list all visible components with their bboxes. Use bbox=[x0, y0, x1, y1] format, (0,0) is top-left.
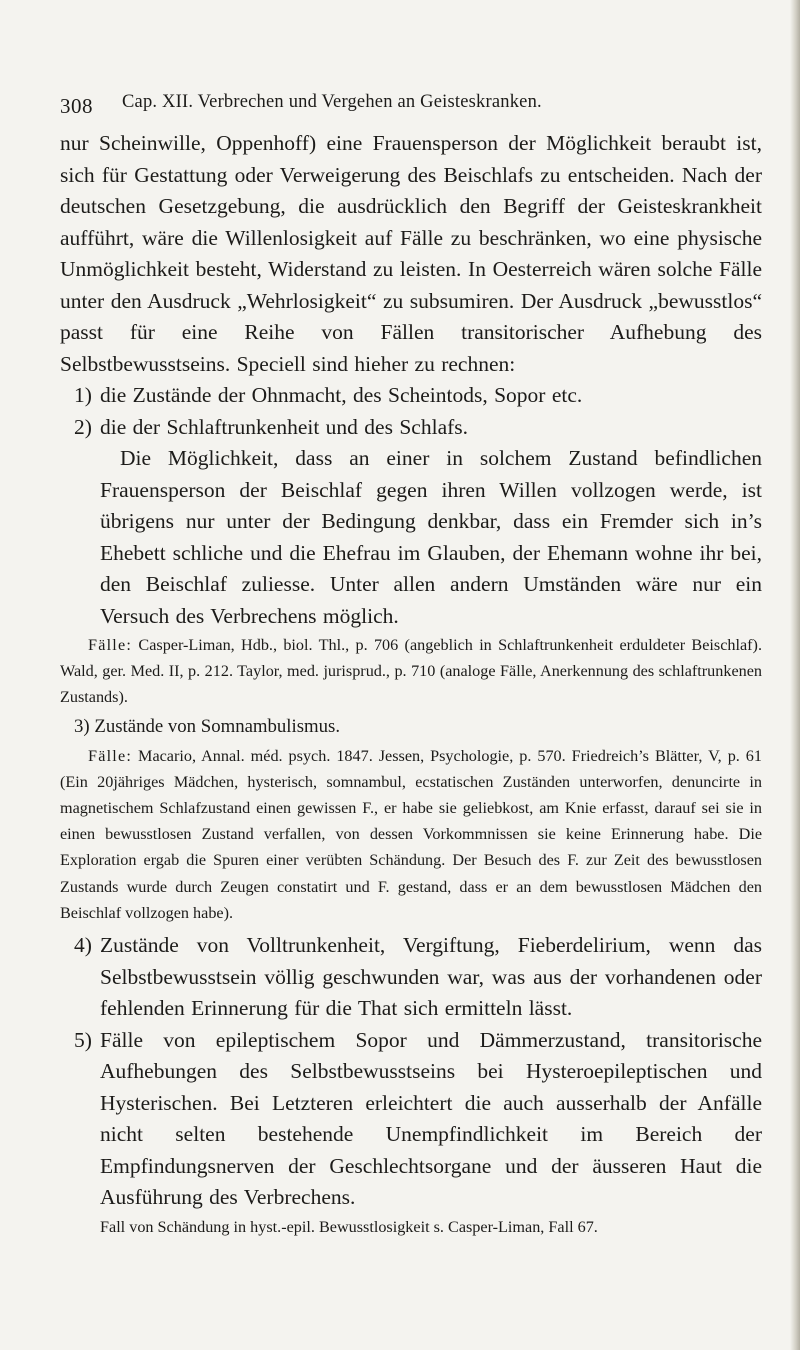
list-number-2: 2) bbox=[74, 414, 92, 439]
list-text-4: Zustände von Volltrunkenheit, Vergiftung, Fieberdelirium, wenn das Selbstbewusstsein völlig geschwunden war, was aus der vorhandenen oder fehlenden Erinnerung für die That sich ermitteln lässt. bbox=[100, 933, 762, 1021]
list-number-1: 1) bbox=[74, 383, 92, 407]
cases-note-2 bbox=[60, 743, 762, 926]
page-number: 308 bbox=[60, 94, 93, 118]
cases-text-2: Macario, Annal. méd. psych. 1847. Jessen, Psychologie, p. 570. Friedreich’s Blätter, V, p. 61 (Ein 20jähriges Mädchen, hysterisch, somnambul, ecstatischen Zuständen unterworfen, denuncirte in magnetischem Schlafzustand einen gewissen F., er habe sie geliebkost, am Knie erfasst, darauf sei sie in einen bewusstlosen Zustand verfallen, von dessen Vorkommnissen sie keine Erinnerung habe. Die Exploration ergab die Spuren einer verübten Schändung. Der Besuch des F. zur Zeit des bewusstlosen Zustands wurde durch Zeugen constatirt und F. gestand, dass er an dem bewusstlosen Mädchen den Beischlaf vollzogen habe). bbox=[60, 746, 762, 922]
list-text-1: die Zustände der Ohnmacht, des Scheintods, Sopor etc. bbox=[100, 383, 583, 407]
list-item-4 bbox=[60, 930, 762, 1025]
list-number-4: 4) bbox=[74, 933, 92, 958]
item-2-paragraph: Die Möglichkeit, dass an einer in solchem Zustand befindlichen Frauensperson der Beischlaf gegen ihren Willen vollzogen werde, ist übrigens nur unter der Bedingung denkbar, dass ein Fremder sich in’s Ehebett schliche und die Ehefrau im Glauben, der Ehemann wohne ihr bei, den Beischlaf zuliesse. Unter allen andern Umständen wäre nur ein Versuch des Verbrechens möglich. bbox=[100, 446, 762, 628]
running-head: Cap. XII. Verbrechen und Vergehen an Geisteskranken. bbox=[122, 92, 542, 112]
list-item-1 bbox=[60, 380, 762, 412]
list-number-5: 5) bbox=[74, 1027, 92, 1052]
intro-paragraph: nur Scheinwille, Oppenhoff) eine Frauensperson der Möglichkeit beraubt ist, sich für Gestattung oder Verweigerung des Beischlafs zu entscheiden. Nach der deutschen Gesetzgebung, die ausdrücklich den Begriff der Geisteskrankheit aufführt, wäre die Willenlosigkeit auf Fälle zu beschränken, wo eine physische Unmöglichkeit besteht, Widerstand zu leisten. In Oesterreich wären solche Fälle unter den Ausdruck „Wehrlosigkeit“ zu subsumiren. Der Ausdruck „bewusstlos“ passt für eine Reihe von Fällen transitorischer Aufhebung des Selbstbewusstseins. Speciell sind hieher zu rechnen: bbox=[60, 131, 762, 376]
cases-label-2: Fälle: bbox=[88, 746, 133, 765]
page-header bbox=[60, 80, 780, 118]
list-text-2: die der Schlaftrunkenheit und des Schlafs. bbox=[100, 414, 469, 439]
cases-note-1 bbox=[60, 632, 762, 711]
list-item-2 bbox=[60, 412, 762, 444]
final-note: Fall von Schändung in hyst.-epil. Bewusstlosigkeit s. Casper-Liman, Fall 67. bbox=[100, 1217, 598, 1236]
page-body bbox=[60, 128, 762, 1240]
list-text-5: Fälle von epileptischem Sopor und Dämmerzustand, transitorische Aufhebungen des Selbstbewusstseins bei Hysteroepileptischen und Hysterischen. Bei Letzteren erleichtert die auch ausserhalb der Anfälle nicht selten bestehende Unempfindlichkeit im Bereich der Empfindungsnerven der Geschlechtsorgane und der äusseren Haut die Ausführung des Verbrechens. bbox=[100, 1027, 762, 1210]
cases-label-1: Fälle: bbox=[88, 636, 133, 654]
list-item-3: 3) Zustände von Somnambulismus. bbox=[74, 715, 341, 737]
cases-text-1: Casper-Liman, Hdb., biol. Thl., p. 706 (angeblich in Schlaftrunkenheit erduldeter Beischlaf). Wald, ger. Med. II, p. 212. Taylor, med. jurisprud., p. 710 (analoge Fälle, Anerkennung des schlaftrunkenen Zustands). bbox=[60, 636, 762, 707]
page-edge-shadow bbox=[790, 0, 800, 1350]
list-item-5 bbox=[60, 1025, 762, 1214]
